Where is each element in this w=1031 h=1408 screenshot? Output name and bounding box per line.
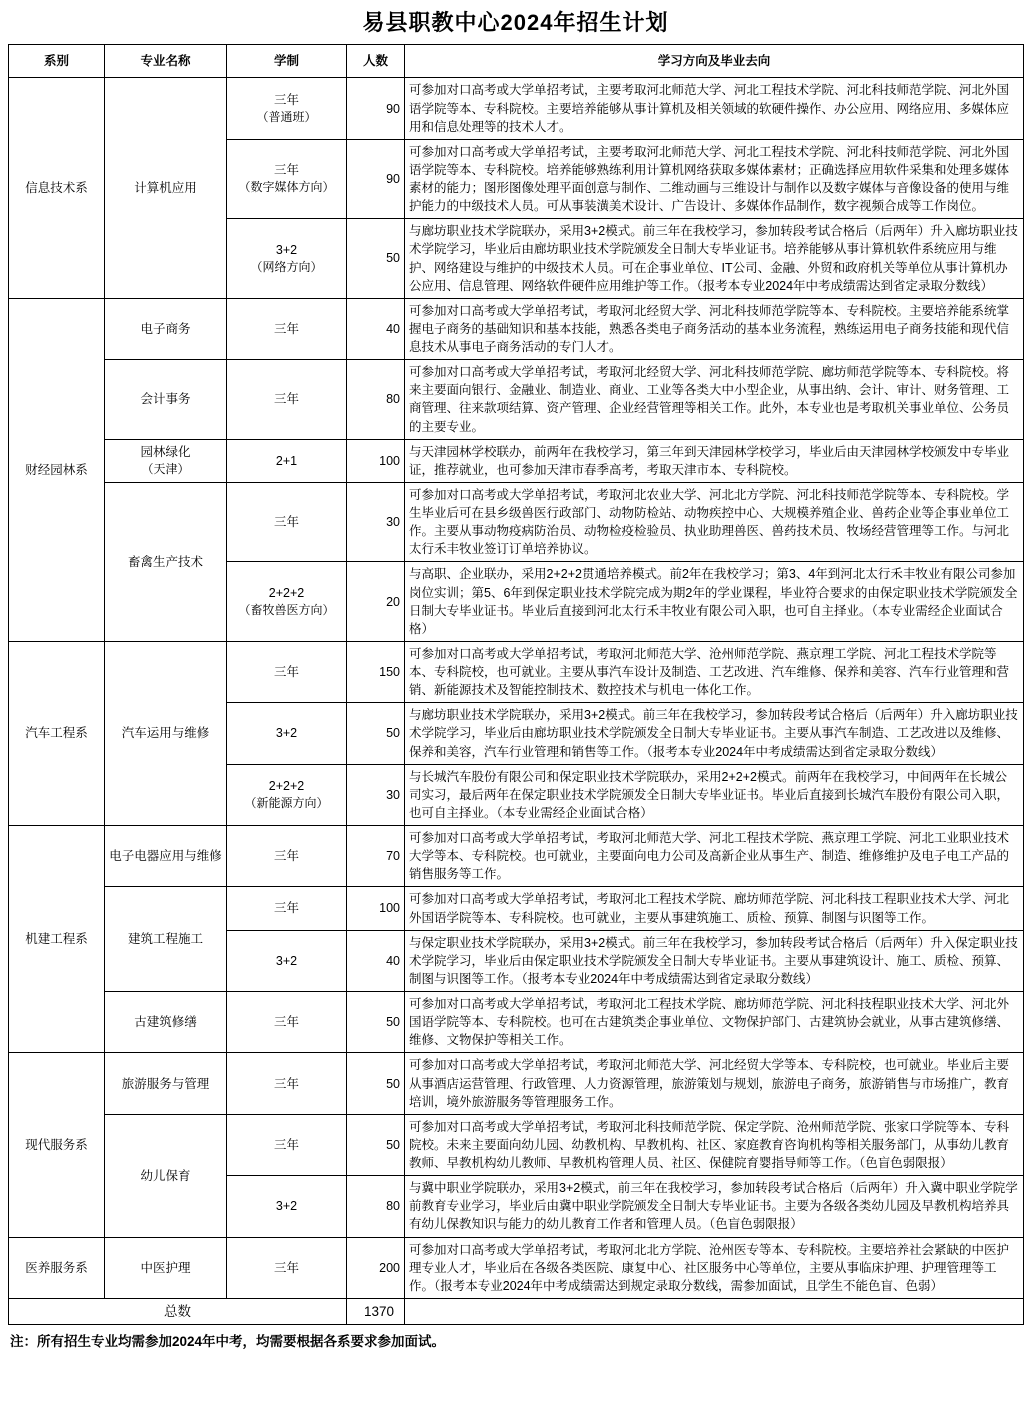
major-name: 古建筑修缮 [134,1015,197,1030]
system-value: 三年 [273,901,299,916]
cell-direction: 与长城汽车股份有限公司和保定职业技术学院联办，采用2+2+2模式。前两年在我校学习，中间两年在长城公司实习，最后两年在保定职业技术学院颁发全日制大专毕业证书。毕业后直接到长城汽车股份有限公司入职，也可自主择业。（本专业需经企业面试合格） [405,764,1024,825]
footer-note: 注：所有招生专业均需参加2024年中考，均需要根据各系要求参加面试。 [10,1334,446,1350]
major-name: 园林绿化 [140,445,191,459]
cell-count: 100 [347,439,405,482]
cell-direction: 可参加对口高考或大学单招考试，考取河北农业大学、河北北方学院、河北科技师范学院等本、专科院校。学生毕业后可在县乡级兽医行政部门、动物防检站、动物疾控中心、大规模养殖企业、兽药企业等企事业单位工作。主要从事动物疫病防治员、动物检疫检验员、执业助理兽医、兽药技术员、牧场经营管理等工作。与河北太行禾丰牧业签订订单培养协议。 [405,482,1024,562]
table-row [9,360,1024,440]
system-value: 三年 [273,321,299,336]
cell-major [105,641,227,825]
system-value: 三年 [273,392,299,407]
system-value: 2+2+2 [268,585,305,600]
cell-direction: 可参加对口高考或大学单招考试，考取河北工程技术学院、廊坊师范学院、河北科技程职业技术大学、河北外国语学院等本、专科院校。也可在古建筑类企事业单位、文物保护部门、古建筑协会就业，从事古建筑修缮、维修、文物保护等相关工作。 [405,992,1024,1053]
cell-major [105,78,227,298]
cell-department: 医养服务系 [9,1237,105,1298]
table-row [9,641,1024,702]
major-name: 旅游服务与管理 [121,1076,210,1091]
cell-system [227,1237,347,1298]
table-row [9,826,1024,887]
system-value: 三年 [273,1015,299,1030]
admissions-plan-table [8,44,1024,1325]
major-name: 中医护理 [140,1260,191,1275]
table-row [9,482,1024,562]
cell-major [105,887,227,992]
system-value: 2+2+2 [268,779,305,794]
cell-system [227,764,347,825]
cell-direction: 可参加对口高考或大学单招考试，考取河北北方学院、沧州医专等本、专科院校。主要培养社会紧缺的中医护理专业人才，毕业后在各级各类医院、康复中心、社区服务中心等单位，主要从事临床护理、护理管理等工作。（报考本专业2024年中考成绩需达到规定录取分数线，需参加面试，且学生不能色盲、色弱） [405,1237,1024,1298]
cell-major [105,1114,227,1237]
cell-count: 90 [347,78,405,139]
major-name: 汽车运用与维修 [121,726,210,741]
cell-count: 40 [347,930,405,991]
cell-direction: 可参加对口高考或大学单招考试，考取河北科技师范学院、保定学院、沧州师范学院、张家口学院等本、专科院校。未来主要面向幼儿园、幼教机构、早教机构、社区、家庭教育咨询机构等相关服务部门，从事幼儿教育教师、早教机构幼儿教师、早教机构管理人员、社区、保健院育婴指导师等工作。（色盲色弱限报） [405,1114,1024,1175]
cell-count: 30 [347,764,405,825]
system-note: （新能源方向） [244,796,329,811]
system-value: 3+2 [275,726,298,741]
cell-direction: 可参加对口高考或大学单招考试，考取河北经贸大学、河北科技师范学院等本、专科院校。主要培养能系统掌握电子商务的基础知识和基本技能，熟悉各类电子商务活动的基本业务流程，熟练运用电子商务技能和现代信息技术从事电子商务活动的专门人才。 [405,298,1024,359]
cell-count: 80 [347,1176,405,1237]
cell-major [105,360,227,440]
table-footer [9,1298,1024,1325]
major-name: 电子商务 [140,321,191,336]
cell-department: 财经园林系 [9,298,105,641]
system-note: （数字媒体方向） [238,180,335,195]
cell-direction: 与冀中职业学院联办，采用3+2模式，前三年在我校学习，参加转段考试合格后（后两年）升入冀中职业学院学前教育专业学习，毕业后由冀中职业学院颁发全日制大专毕业证书。主要为各级各类幼儿园及早教机构培养具有幼儿保教知识与能力的幼儿教育工作者和管理人员。（色盲色弱限报） [405,1176,1024,1237]
system-note: （网络方向） [250,259,323,274]
header-row [9,45,1024,78]
cell-direction: 与廊坊职业技术学院联办，采用3+2模式。前三年在我校学习，参加转段考试合格后（后两年）升入廊坊职业技术学院学习，毕业后由廊坊职业技术学院颁发全日制大专毕业证书。主要从事汽车制造、工艺改进以及维修、保养和美容，汽车行业管理和销售等工作。（报考本专业2024年中考成绩需达到省定录取分数线） [405,703,1024,764]
table-row [9,992,1024,1053]
table-row [9,1053,1024,1114]
total-label: 总数 [9,1298,347,1325]
cell-system [227,1176,347,1237]
cell-direction: 与廊坊职业技术学院联办，采用3+2模式。前三年在我校学习，参加转段考试合格后（后两年）升入廊坊职业技术学院学习，毕业后由廊坊职业技术学院颁发全日制大专毕业证书。培养能够从事计算机软件系统应用与维护、网络建设与维护的中级技术人员。可在企事业单位、IT公司、金融、外贸和政府机关等单位从事计算机办公应用、信息管理、网络软件硬件应用维护等工作。（报考本专业2024年中考成绩需达到省定录取分数线） [405,219,1024,299]
cell-system [227,641,347,702]
cell-count: 50 [347,703,405,764]
cell-system [227,482,347,562]
system-value: 3+2 [275,953,298,968]
system-value: 三年 [273,849,299,864]
cell-count: 70 [347,826,405,887]
total-row [9,1298,1024,1325]
system-value: 三年 [273,163,299,178]
table-row [9,1237,1024,1298]
table-header [9,45,1024,78]
cell-department: 信息技术系 [9,78,105,298]
cell-count: 150 [347,641,405,702]
system-value: 三年 [273,515,299,530]
cell-count: 50 [347,992,405,1053]
cell-major [105,482,227,641]
col-header-system: 学制 [227,45,347,78]
cell-system [227,930,347,991]
system-value: 三年 [273,1076,299,1091]
cell-system [227,887,347,930]
col-header-major: 专业名称 [105,45,227,78]
major-name: 幼儿保育 [140,1168,191,1183]
cell-count: 20 [347,562,405,642]
cell-major [105,298,227,359]
cell-system [227,139,347,219]
total-value: 1370 [347,1298,405,1325]
system-value: 3+2 [275,242,298,257]
cell-count: 90 [347,139,405,219]
cell-direction: 与保定职业技术学院联办，采用3+2模式。前三年在我校学习，参加转段考试合格后（后两年）升入保定职业技术学院学习，毕业后由保定职业技术学院颁发全日制大专毕业证书。主要从事建筑设计、施工、质检、预算、制图与识图等工作。（报考本专业2024年中考成绩需达到省定录取分数线） [405,930,1024,991]
cell-system [227,1053,347,1114]
cell-system [227,439,347,482]
table-row [9,298,1024,359]
table-row [9,1114,1024,1175]
system-value: 3+2 [275,1199,298,1214]
cell-major [105,826,227,887]
cell-direction: 与天津园林学校联办，前两年在我校学习，第三年到天津园林学校学习，毕业后由天津园林学校颁发中专毕业证，推荐就业，也可参加天津市春季高考，考取天津市本、专科院校。 [405,439,1024,482]
cell-direction: 可参加对口高考或大学单招考试，考取河北师范大学、沧州师范学院、燕京理工学院、河北工程技术学院等本、专科院校，也可就业。主要从事汽车设计及制造、工艺改进、汽车维修、保养和美容、汽车行业管理和营销、新能源技术及智能控制技术、数控技术与机电一体化工作。 [405,641,1024,702]
cell-system [227,826,347,887]
major-name: 计算机应用 [134,181,197,196]
cell-count: 50 [347,1053,405,1114]
cell-major [105,1053,227,1114]
cell-direction: 可参加对口高考或大学单招考试，主要考取河北师范大学、河北工程技术学院、河北科技师范学院、河北外国语学院等本、专科院校。培养能够熟练利用计算机网络获取多媒体素材；正确选择应用软件采集和处理多媒体素材的能力；图形图像处理平面创意与制作、二维动画与三维设计与制作以及数字媒体与音像设备的使用与维护能力的中级技术人员。可从事装潢美术设计、广告设计、多媒体作品制作，数字视频合成等工作岗位。 [405,139,1024,219]
system-value: 三年 [273,1260,299,1275]
cell-system [227,219,347,299]
cell-department: 现代服务系 [9,1053,105,1237]
cell-count: 30 [347,482,405,562]
system-note: （普通班） [256,109,317,124]
cell-system [227,360,347,440]
cell-count: 80 [347,360,405,440]
col-header-direction: 学习方向及毕业去向 [405,45,1024,78]
major-name: 畜禽生产技术 [127,554,203,569]
cell-count: 40 [347,298,405,359]
cell-system [227,992,347,1053]
col-header-department: 系别 [9,45,105,78]
cell-system [227,562,347,642]
major-name: 会计事务 [140,392,191,407]
major-note: （天津） [141,462,190,477]
system-note: （畜牧兽医方向） [238,603,335,617]
cell-direction: 与高职、企业联办，采用2+2+2贯通培养模式。前2年在我校学习；第3、4年到河北太行禾丰牧业有限公司参加岗位实训；第5、6年到保定职业技术学院完成为期2年的学业课程，毕业符合要求的由保定职业技术学院颁发全日制大专毕业证书。毕业后直接到河北太行禾丰牧业有限公司入职，也可自主择业。（本专业需经企业面试合格） [405,562,1024,642]
cell-major [105,992,227,1053]
cell-department: 机建工程系 [9,826,105,1053]
cell-count: 100 [347,887,405,930]
cell-count: 50 [347,1114,405,1175]
total-empty-cell [405,1298,1024,1325]
cell-count: 50 [347,219,405,299]
cell-direction: 可参加对口高考或大学单招考试，考取河北师范大学、河北经贸大学等本、专科院校，也可就业。毕业后主要从事酒店运营管理、行政管理、人力资源管理，旅游策划与规划，旅游电子商务，旅游销售与市场推广，教育培训，境外旅游服务等管理服务工作。 [405,1053,1024,1114]
page-title: 易县职教中心2024年招生计划 [362,10,669,35]
table-row [9,78,1024,139]
cell-major [105,439,227,482]
table-body [9,78,1024,1299]
cell-direction: 可参加对口高考或大学单招考试，主要考取河北师范大学、河北工程技术学院、河北科技师范学院、河北外国语学院等本、专科院校。主要培养能够从事计算机及相关领域的软硬件操作、办公应用、网络应用、多媒体应用和信息处理等的技术人才。 [405,78,1024,139]
cell-department: 汽车工程系 [9,641,105,825]
system-value: 2+1 [275,453,298,468]
cell-system [227,78,347,139]
cell-major [105,1237,227,1298]
cell-system [227,703,347,764]
system-value: 三年 [273,92,299,107]
cell-direction: 可参加对口高考或大学单招考试，考取河北师范大学、河北工程技术学院、燕京理工学院、河北工业职业技术大学等本、专科院校。也可就业，主要面向电力公司及高新企业从事生产、制造、维修维护及电子电工产品的销售服务等工作。 [405,826,1024,887]
cell-system [227,1114,347,1175]
cell-system [227,298,347,359]
table-row [9,439,1024,482]
cell-count: 200 [347,1237,405,1298]
cell-direction: 可参加对口高考或大学单招考试，考取河北工程技术学院、廊坊师范学院、河北科技工程职业技术大学、河北外国语学院等本、专科院校。也可就业，主要从事建筑施工、质检、预算、制图与识图等工作。 [405,887,1024,930]
cell-direction: 可参加对口高考或大学单招考试，考取河北经贸大学、河北科技师范学院、廊坊师范学院等本、专科院校。将来主要面向银行、金融业、制造业、商业、工业等各类大中小型企业，从事出纳、会计、审计、财务管理、工商管理、往来款项结算、资产管理、企业经营管理等相关工作。此外，本专业也是考取机关事业单位、公务员的主要专业。 [405,360,1024,440]
col-header-count: 人数 [347,45,405,78]
major-name: 建筑工程施工 [127,932,203,947]
table-row [9,887,1024,930]
major-name: 电子电器应用与维修 [109,849,222,864]
system-value: 三年 [273,665,299,680]
system-value: 三年 [273,1137,299,1152]
